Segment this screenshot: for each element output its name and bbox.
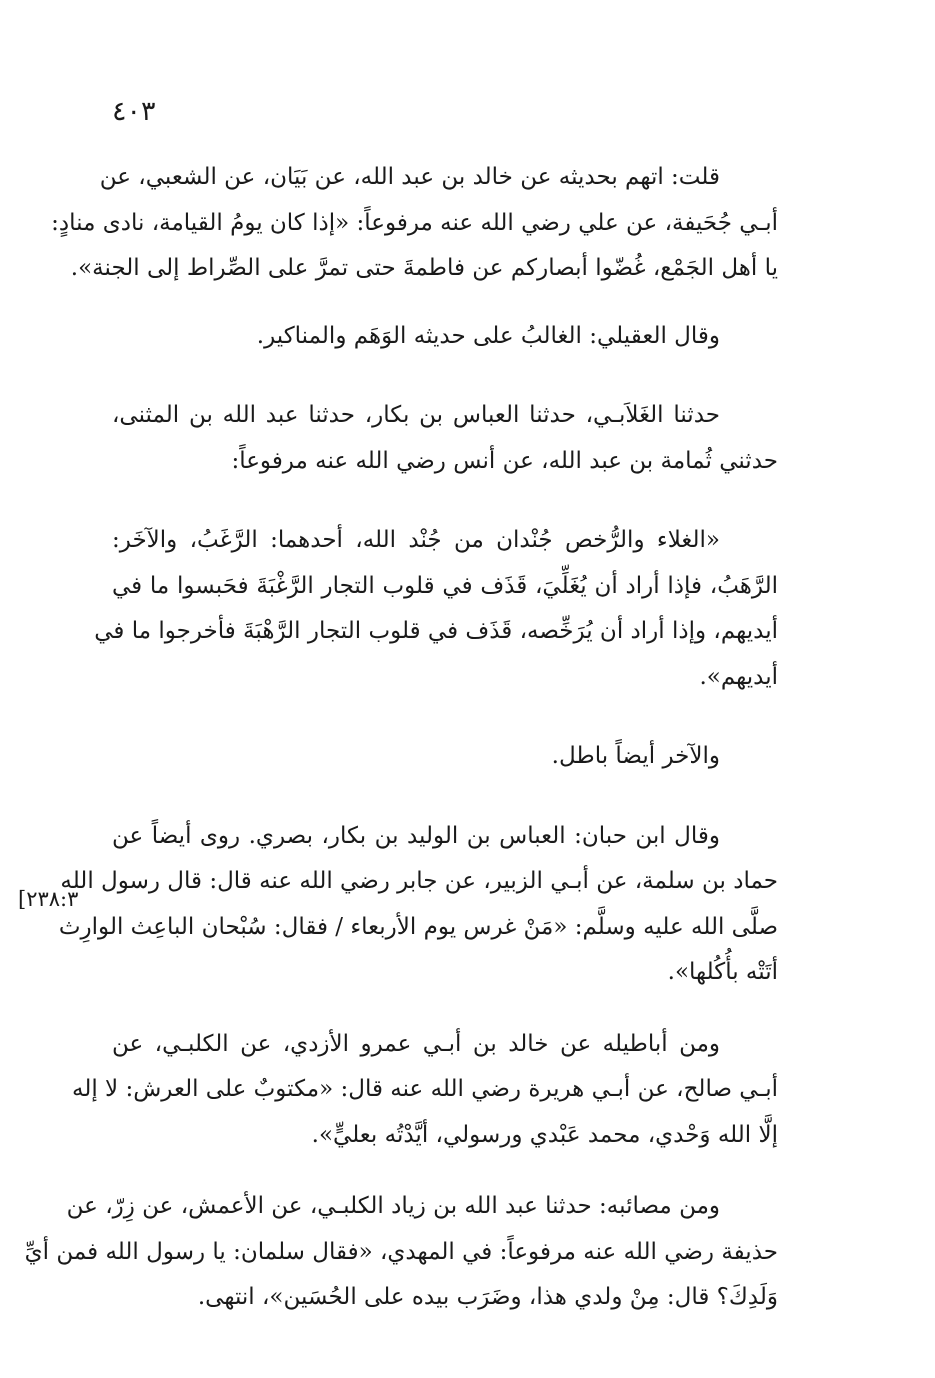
text-line: وقال العقيلي: الغالبُ على حديثه الوَهَم والمناكير. <box>256 322 720 349</box>
paragraph-4 <box>94 518 838 700</box>
text-line: ومن مصائبه: حدثنا عبد الله بن زياد الكلبـي، عن الأعمش، عن زِرّ، عن <box>66 1193 720 1219</box>
paragraph-3 <box>112 393 838 484</box>
text-line: الرَّهَبُ، فإذا أراد أن يُغَلِّيَ، قَذَف في قلوب التجار الرَّغْبَةَ فحَبسوا ما في <box>112 572 778 599</box>
text-line: حذيفة رضي الله عنه مرفوعاً: في المهدي، «فقال سلمان: يا رسول الله فمن أيِّ <box>24 1238 778 1265</box>
text-line: أيديهم». <box>699 663 778 690</box>
paragraph-1 <box>51 155 838 292</box>
text-line: يا أهل الجَمْع، غُضّوا أبصاركم عن فاطمةَ حتى تمرَّ على الصِّراط إلى الجنة». <box>70 255 778 281</box>
text-line: «الغلاء والرُّخص جُنْدان من جُنْد الله، أحدهما: الرَّغَبُ، والآخَر: <box>112 527 720 553</box>
text-line: والآخر أيضاً باطل. <box>551 743 720 769</box>
text-line: أتَتْه بأُكُلها». <box>667 959 778 985</box>
paragraph-5 <box>112 734 838 780</box>
paragraph-8 <box>24 1184 838 1321</box>
paragraph-7 <box>72 1022 838 1159</box>
text-line: ومن أباطيله عن خالد بن أبـي عمرو الأزدي، عن الكلبـي، عن <box>112 1030 720 1057</box>
text-line: قلت: اتهم بحديثه عن خالد بن عبد الله، عن بَيَان، عن الشعبي، عن <box>99 164 720 190</box>
text-line: حماد بن سلمة، عن أبـي الزبير، عن جابر رضي الله عنه قال: قال رسول الله <box>60 868 778 894</box>
volume-reference: [٢٣٨:٣ <box>18 887 79 911</box>
text-line: أبـي صالح، عن أبـي هريرة رضي الله عنه قال: «مكتوبٌ على العرش: لا إله <box>72 1076 778 1102</box>
text-line: أيديهم، وإذا أراد أن يُرَخِّصه، قَذَف في قلوب التجار الرَّهْبَةَ فأخرجوا ما في <box>94 618 778 644</box>
page-number: ٤٠٣ <box>112 96 156 127</box>
text-line: وَلَدِكَ؟ قال: مِنْ ولدي هذا، وضَرَب بيده على الحُسَين»، انتهى. <box>197 1284 778 1310</box>
paragraph-6 <box>58 814 838 996</box>
text-line: أبـي جُحَيفة، عن علي رضي الله عنه مرفوعاً: «إذا كان يومُ القيامة، نادى منادٍ: <box>51 209 778 236</box>
text-line: حدثني ثُمامة بن عبد الله، عن أنس رضي الله عنه مرفوعاً: <box>231 447 778 474</box>
text-line: وقال ابن حبان: العباس بن الوليد بن بكار، بصري. روى أيضاً عن <box>112 822 720 849</box>
text-line: صلَّى الله عليه وسلَّم: «مَنْ غرس يوم الأربعاء / فقال: سُبْحان الباعِث الوارِث <box>58 913 778 940</box>
text-line: حدثنا الغَلاَبـي، حدثنا العباس بن بكار، حدثنا عبد الله بن المثنى، <box>112 402 720 428</box>
paragraph-2 <box>112 314 838 360</box>
text-line: إلَّا الله وَحْدي، محمد عَبْدي ورسولي، أيَّدْتُه بعليٍّ». <box>311 1121 778 1148</box>
